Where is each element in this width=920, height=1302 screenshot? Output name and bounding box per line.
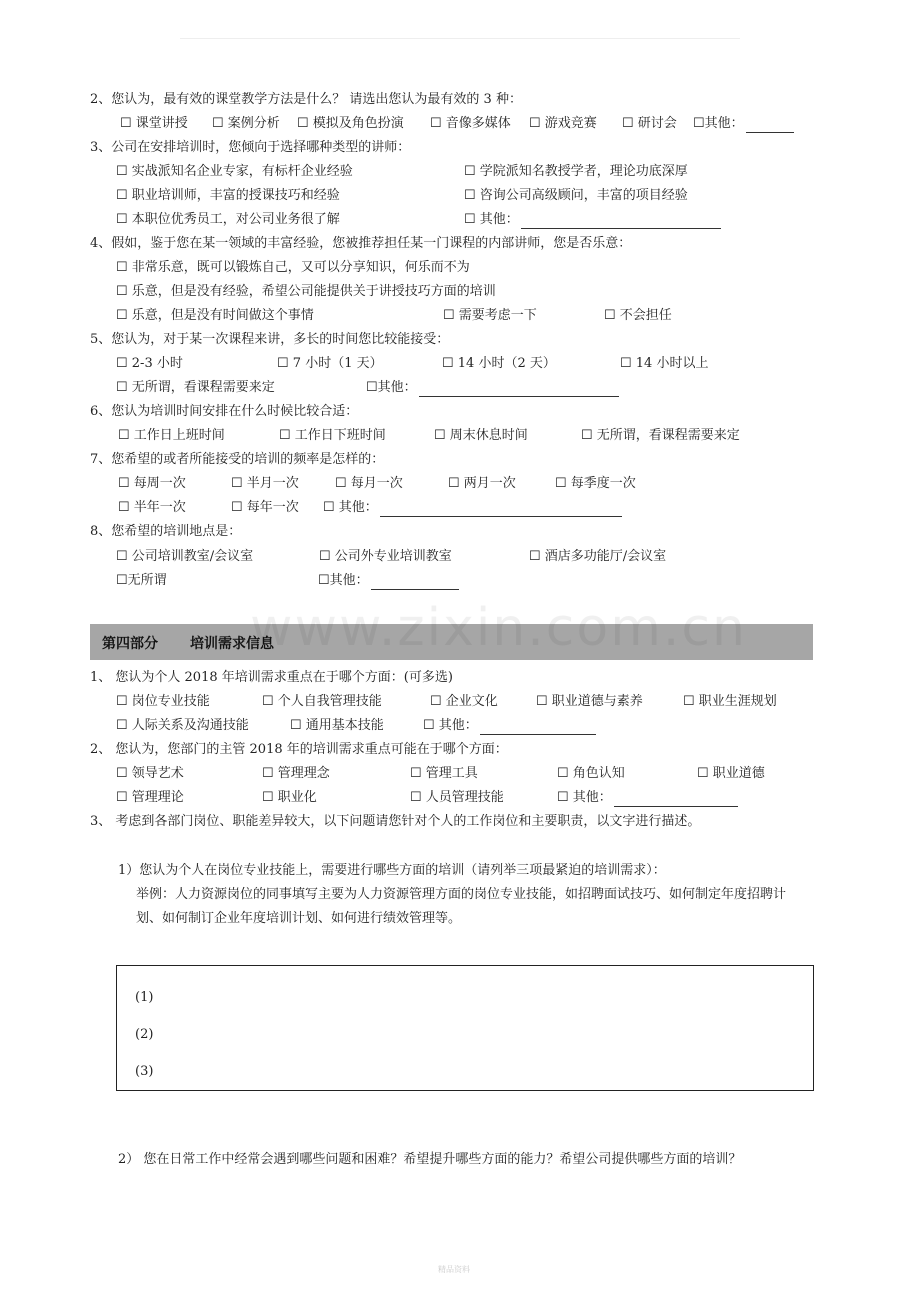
q6-option-weekend[interactable]: ☐ 周末休息时间 <box>434 428 528 443</box>
q7-option-other[interactable] <box>323 499 622 517</box>
s4q1-option-communication[interactable]: ☐ 人际关系及沟通技能 <box>116 718 249 733</box>
q2-option-seminar[interactable]: ☐ 研讨会 <box>622 116 677 131</box>
s4q1-option-general[interactable]: ☐ 通用基本技能 <box>290 718 384 733</box>
s4q2-option-role[interactable]: ☐ 角色认知 <box>557 766 625 781</box>
q5-option-7h[interactable]: ☐ 7 小时（1 天） <box>277 356 383 371</box>
q4-option-willing-no-time[interactable]: ☐ 乐意，但是没有时间做这个事情 <box>116 308 314 323</box>
watermark: www.zixin.com.cn <box>250 598 747 658</box>
s4q1-other-blank[interactable] <box>480 720 596 735</box>
s4q2-option-people-management[interactable]: ☐ 人员管理技能 <box>410 790 504 805</box>
q6-option-depends[interactable]: ☐ 无所谓，看课程需要来定 <box>581 428 740 443</box>
q7-option-weekly[interactable]: ☐ 每周一次 <box>118 476 186 491</box>
q5-option-other[interactable] <box>366 379 619 397</box>
q3-option-other-label: ☐ 其他： <box>464 212 519 227</box>
s4q3-sub1: 1）您认为个人在岗位专业技能上，需要进行哪些方面的培训（请列举三项最紧迫的培训需求）： <box>118 863 666 878</box>
s4q1-option-ethics[interactable]: ☐ 职业道德与素养 <box>536 694 643 709</box>
q2-option-case[interactable]: ☐ 案例分析 <box>212 116 280 131</box>
answer-row-3[interactable]: (3) <box>135 1064 154 1079</box>
s4q1-option-self-management[interactable]: ☐ 个人自我管理技能 <box>262 694 382 709</box>
s4-question-2-title: 2、 您认为，您部门的主管 2018 年的培训需求重点可能在于哪个方面： <box>90 742 508 757</box>
q2-option-game[interactable]: ☐ 游戏竞赛 <box>529 116 597 131</box>
q7-option-monthly[interactable]: ☐ 每月一次 <box>335 476 403 491</box>
q3-option-professor[interactable]: ☐ 学院派知名教授学者，理论功底深厚 <box>464 164 688 179</box>
s4-question-1-title: 1、 您认为个人 2018 年培训需求重点在于哪个方面：(可多选) <box>90 670 453 685</box>
footer-mark: 精品资料 <box>438 1265 470 1274</box>
q8-option-other-label: ☐其他： <box>318 573 369 588</box>
q5-other-blank[interactable] <box>419 382 619 397</box>
q7-other-blank[interactable] <box>380 502 622 517</box>
q5-option-depends[interactable]: ☐ 无所谓，看课程需要来定 <box>116 380 275 395</box>
s4q3-sub2: 2） 您在日常工作中经常会遇到哪些问题和困难？希望提升哪些方面的能力？希望公司提供哪些方面的培训？ <box>118 1152 742 1167</box>
q3-other-blank[interactable] <box>521 214 721 229</box>
q3-option-employee[interactable]: ☐ 本职位优秀员工，对公司业务很了解 <box>116 212 340 227</box>
q5-option-other-label: ☐其他： <box>366 380 417 395</box>
q8-option-other[interactable] <box>318 572 459 590</box>
s4q3-example-line2: 划、如何制订企业年度培训计划、如何进行绩效管理等。 <box>136 911 462 926</box>
q2-option-other-label: ☐其他： <box>693 116 744 131</box>
q7-option-other-label: ☐ 其他： <box>323 500 378 515</box>
q8-other-blank[interactable] <box>371 575 459 590</box>
s4q2-option-ethics[interactable]: ☐ 职业道德 <box>697 766 765 781</box>
section-4-title: 培训需求信息 <box>190 636 274 652</box>
s4q1-option-career[interactable]: ☐ 职业生涯规划 <box>683 694 777 709</box>
s4q2-option-tools[interactable]: ☐ 管理工具 <box>410 766 478 781</box>
s4q2-option-professionalism[interactable]: ☐ 职业化 <box>262 790 317 805</box>
q7-option-yearly[interactable]: ☐ 每年一次 <box>231 500 299 515</box>
q2-option-media[interactable]: ☐ 音像多媒体 <box>430 116 511 131</box>
s4q1-option-job-skills[interactable]: ☐ 岗位专业技能 <box>116 694 210 709</box>
question-6-title: 6、您认为培训时间安排在什么时候比较合适： <box>90 404 359 419</box>
q4-option-willing-need-training[interactable]: ☐ 乐意，但是没有经验，希望公司能提供关于讲授技巧方面的培训 <box>116 284 496 299</box>
s4q2-option-other-label: ☐ 其他： <box>557 790 612 805</box>
q8-option-any[interactable]: ☐无所谓 <box>116 573 167 588</box>
s4q2-option-concepts[interactable]: ☐ 管理理念 <box>262 766 330 781</box>
q2-option-other[interactable] <box>693 115 794 133</box>
q4-option-decline[interactable]: ☐ 不会担任 <box>604 308 672 323</box>
s4q2-other-blank[interactable] <box>614 792 738 807</box>
question-7-title: 7、您希望的或者所能接受的培训的频率是怎样的： <box>90 452 385 467</box>
s4-question-3-title: 3、 考虑到各部门岗位、职能差异较大，以下问题请您针对个人的工作岗位和主要职责，以文字进行描述。 <box>90 814 701 829</box>
q2-other-blank[interactable] <box>746 118 794 133</box>
q4-option-very-willing[interactable]: ☐ 非常乐意，既可以锻炼自己，又可以分享知识，何乐而不为 <box>116 260 470 275</box>
q3-option-industry-expert[interactable]: ☐ 实战派知名企业专家，有标杆企业经验 <box>116 164 353 179</box>
answer-box[interactable] <box>116 965 814 1091</box>
q5-option-2-3h[interactable]: ☐ 2-3 小时 <box>116 356 183 371</box>
question-2-title: 2、您认为，最有效的课堂教学方法是什么？ 请选出您认为最有效的 3 种： <box>90 92 522 107</box>
q8-option-hotel[interactable]: ☐ 酒店多功能厅/会议室 <box>529 549 667 564</box>
question-3-title: 3、公司在安排培训时，您倾向于选择哪种类型的讲师： <box>90 140 411 155</box>
s4q2-option-other[interactable] <box>557 789 738 807</box>
s4q2-option-leadership[interactable]: ☐ 领导艺术 <box>116 766 184 781</box>
s4q3-example-line1: 举例：人力资源岗位的同事填写主要为人力资源管理方面的岗位专业技能，如招聘面试技巧、如何制定年度招聘计 <box>136 887 787 902</box>
q3-option-consultant[interactable]: ☐ 咨询公司高级顾问，丰富的项目经验 <box>464 188 688 203</box>
q4-option-consider[interactable]: ☐ 需要考虑一下 <box>443 308 537 323</box>
q5-option-14h[interactable]: ☐ 14 小时（2 天） <box>442 356 556 371</box>
s4q1-option-other[interactable] <box>423 717 596 735</box>
q7-option-biweekly[interactable]: ☐ 半月一次 <box>231 476 299 491</box>
q5-option-14h-plus[interactable]: ☐ 14 小时以上 <box>620 356 709 371</box>
q6-option-after-work[interactable]: ☐ 工作日下班时间 <box>279 428 386 443</box>
s4q1-option-culture[interactable]: ☐ 企业文化 <box>430 694 498 709</box>
answer-row-1[interactable]: (1) <box>135 990 154 1005</box>
s4q2-option-theory[interactable]: ☐ 管理理论 <box>116 790 184 805</box>
s4q1-option-other-label: ☐ 其他： <box>423 718 478 733</box>
q7-option-bimonthly[interactable]: ☐ 两月一次 <box>448 476 516 491</box>
question-5-title: 5、您认为，对于某一次课程来讲，多长的时间您比较能接受： <box>90 332 450 347</box>
q3-option-other[interactable] <box>464 211 721 229</box>
q8-option-company-room[interactable]: ☐ 公司培训教室/会议室 <box>116 549 254 564</box>
q2-option-lecture[interactable]: ☐ 课堂讲授 <box>120 116 188 131</box>
q7-option-half-year[interactable]: ☐ 半年一次 <box>118 500 186 515</box>
section-4-part: 第四部分 <box>102 636 158 652</box>
q7-option-quarterly[interactable]: ☐ 每季度一次 <box>555 476 636 491</box>
answer-row-2[interactable]: (2) <box>135 1027 154 1042</box>
question-8-title: 8、您希望的培训地点是： <box>90 524 242 539</box>
question-4-title: 4、假如，鉴于您在某一领域的丰富经验，您被推荐担任某一门课程的内部讲师，您是否乐意： <box>90 236 632 251</box>
q8-option-external-room[interactable]: ☐ 公司外专业培训教室 <box>319 549 452 564</box>
q2-option-roleplay[interactable]: ☐ 模拟及角色扮演 <box>297 116 404 131</box>
q3-option-trainer[interactable]: ☐ 职业培训师，丰富的授课技巧和经验 <box>116 188 340 203</box>
page-top-rule <box>180 38 740 39</box>
q6-option-work-hours[interactable]: ☐ 工作日上班时间 <box>118 428 225 443</box>
